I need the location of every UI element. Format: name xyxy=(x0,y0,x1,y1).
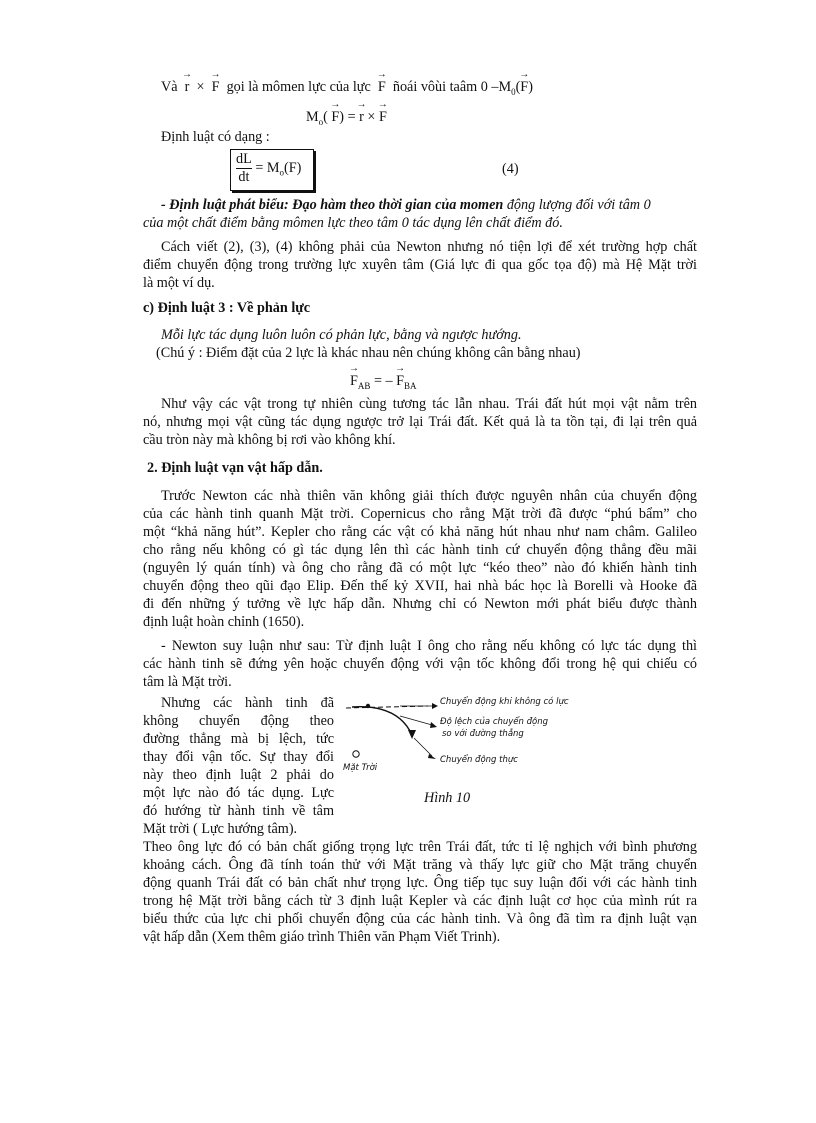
para-narrow-4: thay đổi vận tốc. Sự thay đổi xyxy=(143,749,334,765)
planet-dot xyxy=(366,704,370,708)
curved-path-line xyxy=(352,707,412,735)
para-interact-line-3: cầu tròn này mà không bị rơi vào không khí. xyxy=(143,432,396,448)
para-interact-line-1: Như vậy các vật trong tự nhiên cùng tương tác lẫn nhau. Trái đất hút mọi vật nằm trên xyxy=(161,396,697,412)
moment-equation xyxy=(306,108,387,131)
para-final-6: vật hấp dẫn (Xem thêm giáo trình Thiên văn Phạm Viết Trinh). xyxy=(143,929,501,945)
text-garbled: ñoái vôùi taâm 0 –M xyxy=(392,79,512,95)
para-before-newton-8: định luật hoàn chỉnh (1650). xyxy=(143,614,305,630)
equation-4-number: (4) xyxy=(502,161,519,177)
para-newton-reason-2: các hành tinh sẽ đứng yên hoặc chuyển động với vận tốc không đổi trong hệ qui chiếu có xyxy=(143,656,697,672)
sub-ab: AB xyxy=(357,380,371,391)
vector-f: → F xyxy=(212,78,220,96)
text-moment-of-force: gọi là mômen lực của lực xyxy=(226,79,371,95)
para-newton-reason-3: tâm là Mặt trời. xyxy=(143,674,232,690)
para-final-3: động quanh Trái đất có bản chất như trọng lực. Ông tiếp tục suy luận đối với các hành tinh xyxy=(143,875,697,891)
vector-f-ba: → F xyxy=(396,372,404,390)
law-form-label: Định luật có dạng : xyxy=(161,129,270,145)
para-narrow-8: Mặt trời ( Lực hướng tâm). xyxy=(143,821,298,837)
figure-caption: Hình 10 xyxy=(424,790,471,806)
statement-italic: động lượng đối với tâm 0 xyxy=(506,197,651,213)
law-3-statement: Mỗi lực tác dụng luôn luôn có phản lực, bằng và ngược hướng. xyxy=(161,327,522,343)
para-before-newton-5: (nguyên lý quán tính) và ông cho rằng đã có một lực “kéo theo” nào đó khiến hành tinh xyxy=(143,560,697,576)
equation-4-box xyxy=(230,149,314,191)
para-interact-line-2: nó, nhưng mọi vật cũng tác dụng ngược trở lại Trái đất. Kết quả là ta tồn tại, đi lại trên quả xyxy=(143,414,697,430)
fig-label-real: Chuyển động thực xyxy=(440,755,518,765)
eq-vector-f: → F xyxy=(331,108,339,126)
fig-label-sun: Mặt Trời xyxy=(343,763,378,773)
para-narrow-6: một lực nào đó tác dụng. Lực xyxy=(143,785,334,801)
eq-open: ( xyxy=(323,109,328,125)
statement-bold: - Định luật phát biểu: Đạo hàm theo thời gian của momen xyxy=(161,197,504,213)
arrowhead-curve xyxy=(408,730,416,739)
eq-vector-f-2: → F xyxy=(379,108,387,126)
eq-close: ) = xyxy=(339,109,356,125)
eq-m-sub: o xyxy=(318,116,324,127)
para-narrow-3: đường thẳng mà bị lệch, tức xyxy=(143,731,334,747)
para-before-newton-7: đi đến những ý tưởng về lực hấp dẫn. Nhưng chỉ có Newton mới phát biểu được thành xyxy=(143,596,697,612)
heading-law-3: c) Định luật 3 : Về phản lực xyxy=(143,300,311,316)
eq-vector-r: → r xyxy=(359,108,364,126)
para-narrow-5: này theo định luật 2 phải do xyxy=(143,767,334,783)
moment-definition-line xyxy=(161,78,533,101)
sub-ba: BA xyxy=(404,380,417,391)
para-final-5: biểu thức của lực chi phối chuyển động của các hành tinh. Và ông đã tìm ra định luật vạn xyxy=(143,911,697,927)
fraction-dl-dt xyxy=(236,151,252,186)
heading-gravitation: 2. Định luật vạn vật hấp dẫn. xyxy=(147,460,323,476)
eq-cross: × xyxy=(367,109,376,125)
para-final-1: Theo ông lực đó có bản chất giống trọng lực trên Trái đất, tức tỉ lệ nghịch với bình phương xyxy=(143,839,697,855)
paren-open: ( xyxy=(515,79,521,95)
para-writing-line-3: là một ví dụ. xyxy=(143,275,215,291)
para-before-newton-4: cho rằng nếu không có gì tác dụng lên thì các hành tinh cứ chuyển động thẳng đều mãi xyxy=(143,542,697,558)
fig-label-no-force: Chuyển động khi không có lực xyxy=(440,697,569,707)
para-writing-line-2: điểm chuyển động trong trường lực xuyên tâm (Giá lực đi qua gốc tọa độ) mà Hệ Mặt trời xyxy=(143,257,697,273)
arrowhead-2 xyxy=(430,722,437,728)
eq-fab-mid: = – xyxy=(373,373,393,389)
sub-0: 0 xyxy=(511,86,516,97)
para-before-newton-3: một “khả năng hút”. Kepler cho rằng các vật có khả năng hút nhau như nam châm. Galileo xyxy=(143,524,697,540)
para-final-2: khoảng cách. Ông đã tính toán thử với Mặt trăng và thấy lực giữ cho Mặt trăng chuyển xyxy=(143,857,697,873)
vector-r: → r xyxy=(185,78,190,96)
para-final-4: trong hệ Mặt trời bằng cách từ 3 định luật Kepler và các định luật cơ học của mình rút ra xyxy=(143,893,697,909)
eq4-rhs-arg: (F) xyxy=(283,159,302,176)
law-statement-line-2: của một chất điểm bằng mômen lực theo tâm 0 tác dụng lên chất điểm đó. xyxy=(143,215,563,231)
para-newton-reason-1: - Newton suy luận như sau: Từ định luật I ông cho rằng nếu không có lực tác dụng thì xyxy=(161,638,697,654)
fig-label-deviation-2: so với đường thẳng xyxy=(442,729,524,739)
para-narrow-2: không chuyển động theo xyxy=(143,713,334,729)
cross-symbol: × xyxy=(196,79,205,95)
fig-label-deviation-1: Độ lệch của chuyển động xyxy=(440,717,548,727)
vector-f-2: → F xyxy=(378,78,386,96)
equation-fab xyxy=(350,372,417,395)
frac-numerator: dL xyxy=(236,151,252,167)
law-3-note: (Chú ý : Điểm đặt của 2 lực là khác nhau nên chúng không cân bằng nhau) xyxy=(156,345,581,361)
para-narrow-7: đó hướng từ hành tinh về tâm xyxy=(143,803,334,819)
para-writing-line-1: Cách viết (2), (3), (4) không phải của Newton nhưng nó tiện lợi để xét trường hợp chất xyxy=(161,239,697,255)
para-before-newton-2: của các hành tinh quanh Mặt trời. Copernicus cho rằng Mặt trời đã được “phú bẩm” cho xyxy=(143,506,697,522)
paren-close: ) xyxy=(528,79,533,95)
eq4-rhs: = M xyxy=(255,159,280,176)
para-before-newton-1: Trước Newton các nhà thiên văn không giải thích được nguyên nhân của chuyển động xyxy=(161,488,697,504)
frac-denominator: dt xyxy=(238,169,250,185)
arrowhead-3 xyxy=(428,754,436,759)
arrowhead-1 xyxy=(432,703,438,709)
text-va: Và xyxy=(161,79,178,95)
vector-f-3: → F xyxy=(520,78,528,96)
para-before-newton-6: chuyển động theo qũi đạo Elip. Đến thế kỷ XVII, hai nhà bác học là Borelli và Hooke đã xyxy=(143,578,697,594)
eq-m: M xyxy=(306,109,319,125)
sun-icon xyxy=(353,751,359,757)
eq4-rhs-sub: o xyxy=(279,167,284,178)
law-statement-line-1 xyxy=(161,196,651,214)
vector-f-ab: → F xyxy=(350,372,358,390)
label-pointer-3 xyxy=(414,738,432,756)
para-narrow-1: Nhưng các hành tinh đã xyxy=(161,695,334,711)
